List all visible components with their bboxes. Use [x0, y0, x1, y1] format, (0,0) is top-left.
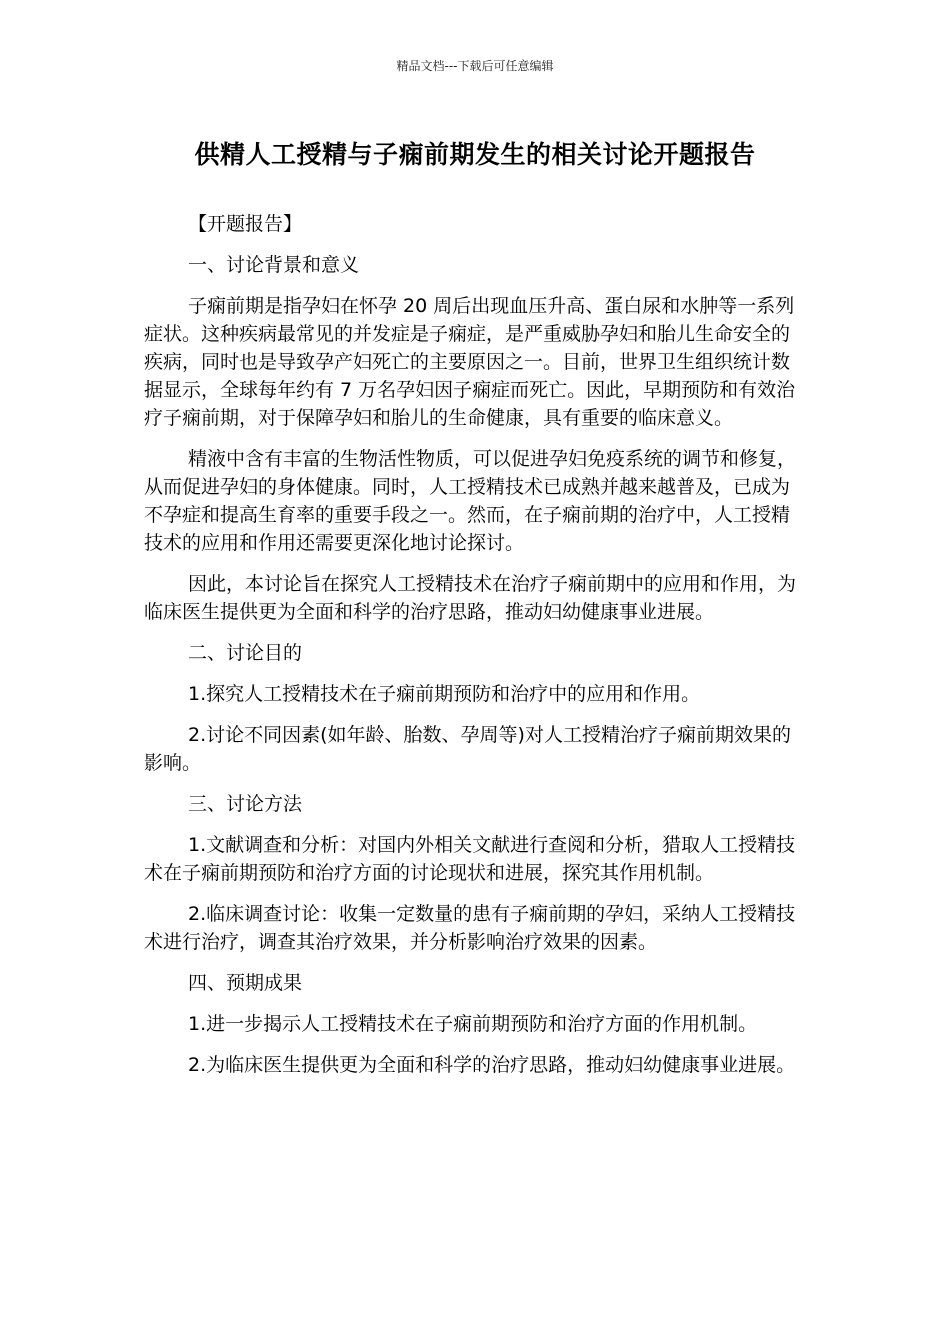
purpose-item-2: 2.讨论不同因素(如年龄、胎数、孕周等)对人工授精治疗子痫前期效果的影响。 — [144, 724, 791, 774]
header-note: 精品文档---下载后可任意编辑 — [396, 59, 554, 73]
purpose-item-1: 1.探究人工授精技术在子痫前期预防和治疗中的应用和作用。 — [188, 683, 701, 705]
report-label: 【开题报告】 — [188, 213, 303, 235]
outcome-item-1: 1.进一步揭示人工授精技术在子痫前期预防和治疗方面的作用机制。 — [188, 1013, 758, 1035]
method-item-2: 2.临床调查讨论：收集一定数量的患有子痫前期的孕妇，采纳人工授精技术进行治疗，调查其治疗效果，并分析影响治疗效果的因素。 — [144, 903, 796, 953]
document-title: 供精人工授精与子痫前期发生的相关讨论开题报告 — [194, 140, 756, 169]
document-body — [144, 210, 808, 1092]
section-heading-purpose: 二、讨论目的 — [188, 642, 303, 664]
paragraph-background-1: 子痫前期是指孕妇在怀孕 20 周后出现血压升高、蛋白尿和水肿等一系列症状。这种疾病最常见的并发症是子痫症，是严重威胁孕妇和胎儿生命安全的疾病，同时也是导致孕产妇死亡的主要原因之一。目前，世界卫生组织统计数据显示，全球每年约有 7 万名孕妇因子痫症而死亡。因此，早期预防和有效治疗子痫前期，对于保障孕妇和胎儿的生命健康，具有重要的临床意义。 — [144, 295, 796, 429]
section-heading-background: 一、讨论背景和意义 — [188, 254, 360, 276]
section-heading-method: 三、讨论方法 — [188, 793, 303, 815]
paragraph-background-3: 因此，本讨论旨在探究人工授精技术在治疗子痫前期中的应用和作用，为临床医生提供更为全面和科学的治疗思路，推动妇幼健康事业进展。 — [144, 573, 797, 623]
paragraph-background-2: 精液中含有丰富的生物活性物质，可以促进孕妇免疫系统的调节和修复，从而促进孕妇的身体健康。同时，人工授精技术已成熟并越来越普及，已成为不孕症和提高生育率的重要手段之一。然而，在子痫前期的治疗中，人工授精技术的应用和作用还需要更深化地讨论探讨。 — [144, 448, 797, 554]
method-item-1: 1.文献调查和分析：对国内外相关文献进行查阅和分析，猎取人工授精技术在子痫前期预防和治疗方面的讨论现状和进展，探究其作用机制。 — [144, 834, 796, 884]
section-heading-outcomes: 四、预期成果 — [188, 972, 303, 994]
outcome-item-2: 2.为临床医生提供更为全面和科学的治疗思路，推动妇幼健康事业进展。 — [188, 1054, 796, 1076]
